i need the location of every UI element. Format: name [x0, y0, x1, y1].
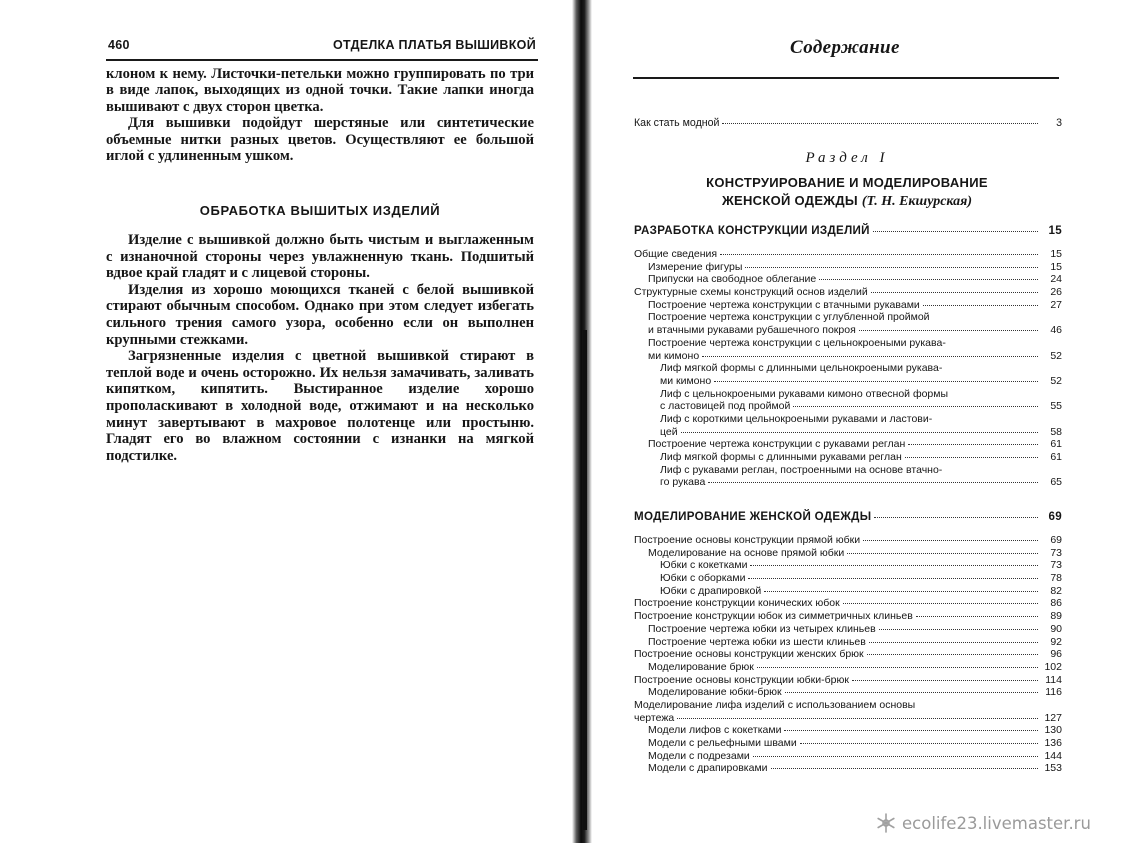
part-author: (Т. Н. Екшурская) — [861, 194, 973, 209]
section-label: Раздел I — [805, 150, 889, 166]
toc-entry — [634, 286, 1062, 299]
toc-entry-label: ми кимоно — [648, 349, 700, 362]
toc-entry-label: Построение чертежа конструкции с втачными рукавами — [648, 298, 920, 311]
toc-entry-label: Модели с подрезами — [648, 749, 750, 762]
toc-entry — [634, 400, 1062, 413]
dot-leader — [800, 741, 1038, 744]
toc-entry-page: 52 — [1050, 349, 1062, 362]
toc-entry — [634, 724, 1062, 737]
dot-leader — [859, 328, 1038, 331]
toc-heading-label: МОДЕЛИРОВАНИЕ ЖЕНСКОЙ ОДЕЖДЫ — [634, 510, 872, 523]
dot-leader — [757, 665, 1038, 668]
toc-entry — [634, 324, 1062, 337]
toc-entry — [634, 438, 1062, 451]
toc-entry-label: с ластовицей под проймой — [660, 400, 791, 413]
dot-leader — [753, 754, 1038, 757]
paragraph: Изделие с вышивкой должно быть чистым и выглаженным с изнаночной стороны через увлажненную ткань. Подшитый вдвое край гладят и с лицевой стороны. — [106, 232, 534, 282]
toc-entry-page: 3 — [1056, 117, 1062, 129]
toc-entry-label: Лиф с цельнокроеными рукавами кимоно отвесной формы — [660, 387, 949, 400]
dot-leader — [771, 766, 1038, 769]
toc-heading-1 — [634, 224, 1062, 238]
toc-entry — [634, 661, 1062, 674]
book-spine-streak — [583, 330, 587, 830]
toc-entry-label: Построение основы конструкции женских брюк — [634, 648, 864, 661]
toc-entry-page: 15 — [1050, 248, 1062, 260]
dot-leader — [867, 652, 1038, 655]
toc-entry — [634, 712, 1062, 725]
paragraph: Для вышивки подойдут шерстяные или синтетические объемные нитки разных цветов. Осуществляют ее большой иглой с удлиненным ушком. — [106, 115, 534, 165]
toc-entry-label: Измерение фигуры — [648, 260, 743, 273]
toc-entry — [634, 476, 1062, 489]
body-text-top — [106, 66, 534, 164]
toc-entry-page: 127 — [1044, 711, 1062, 724]
dot-leader — [863, 538, 1038, 541]
toc-entry-label: Модели лифов с кокетками — [648, 724, 782, 737]
dot-leader — [873, 229, 1038, 232]
toc-entry-page: 82 — [1050, 584, 1062, 597]
toc-entry-page: 86 — [1050, 597, 1062, 610]
toc-entry-label: го рукава — [660, 476, 706, 489]
toc-heading-label: РАЗРАБОТКА КОНСТРУКЦИИ ИЗДЕЛИЙ — [634, 224, 870, 237]
toc-entry-label: Построение конструкции конических юбок — [634, 597, 840, 610]
toc-entry — [634, 413, 1062, 426]
dot-leader — [852, 678, 1038, 681]
toc-entry — [634, 350, 1062, 363]
dot-leader — [714, 379, 1038, 382]
toc-entry-label: Модели с драпировками — [648, 762, 768, 775]
dot-leader — [871, 290, 1038, 293]
toc-entry-page: 58 — [1050, 425, 1062, 438]
dot-leader — [819, 277, 1038, 280]
toc-entry-label: Моделирование брюк — [648, 660, 754, 673]
running-title: ОТДЕЛКА ПЛАТЬЯ ВЫШИВКОЙ — [332, 38, 536, 52]
paragraph: Изделия из хорошо моющихся тканей с белой вышивкой стирают обычным способом. Однако при этом следует избегать сильного трения самого узора, особенно если он выполнен крупными стежками. — [106, 281, 534, 348]
toc-list-2 — [634, 534, 1062, 775]
dot-leader — [720, 252, 1038, 255]
toc-entry-label: Лиф мягкой формы с длинными цельнокроеными рукава- — [660, 362, 943, 375]
toc-entry-label: Построение чертежа конструкции с цельнокроеными рукава- — [648, 336, 946, 349]
toc-entry-label: Моделирование юбки-брюк — [648, 686, 782, 699]
toc-entry-page: 78 — [1050, 572, 1062, 585]
dot-leader — [722, 121, 1038, 124]
toc-entry — [634, 648, 1062, 661]
toc-entry — [634, 559, 1062, 572]
toc-entry-page: 90 — [1050, 622, 1062, 635]
toc-entry-label: Лиф с рукавами реглан, построенными на основе втачно- — [660, 463, 943, 476]
part-title — [633, 174, 1061, 211]
toc-entry-page: 24 — [1050, 273, 1062, 286]
toc-entry-label: Общие сведения — [634, 248, 718, 260]
toc-entry-page: 114 — [1045, 673, 1062, 686]
dot-leader — [785, 690, 1038, 693]
toc-entry — [634, 426, 1062, 439]
toc-entry-page: 73 — [1050, 559, 1062, 572]
toc-entry — [634, 762, 1062, 775]
dot-leader — [708, 480, 1038, 483]
toc-entry — [634, 699, 1062, 712]
toc-entry — [634, 362, 1062, 375]
toc-entry-page: 73 — [1050, 546, 1062, 559]
toc-entry-label: Юбки с оборками — [660, 572, 746, 585]
toc-intro-entry — [634, 117, 1062, 131]
snowflake-icon — [876, 813, 896, 833]
toc-list-1 — [634, 248, 1062, 489]
toc-entry-label: Построение основы конструкции юбки-брюк — [634, 673, 849, 686]
toc-entry-label: Лиф мягкой формы с длинными рукавами реглан — [660, 451, 902, 463]
toc-entry-page: 89 — [1050, 610, 1062, 623]
dot-leader — [905, 455, 1038, 458]
toc-entry — [634, 534, 1062, 547]
toc-entry-page: 26 — [1050, 286, 1062, 299]
dot-leader — [677, 716, 1038, 719]
toc-entry-label: Построение чертежа юбки из шести клиньев — [648, 635, 866, 648]
body-text-section — [106, 232, 534, 464]
section-heading: ОБРАБОТКА ВЫШИТЫХ ИЗДЕЛИЙ — [199, 203, 441, 218]
watermark-text: ecolife23.livemaster.ru — [902, 813, 1091, 833]
toc-entry-label: Юбки с кокетками — [660, 559, 748, 572]
contents-rule — [633, 77, 1059, 79]
dot-leader — [847, 551, 1038, 554]
part-title-line: КОНСТРУИРОВАНИЕ И МОДЕЛИРОВАНИЕ — [706, 175, 988, 190]
toc-entry-label: Структурные схемы конструкций основ изделий — [634, 286, 868, 299]
contents-title: Содержание — [790, 37, 900, 58]
toc-entry — [634, 337, 1062, 350]
toc-entry — [634, 572, 1062, 585]
toc-entry-page: 27 — [1050, 298, 1062, 311]
dot-leader — [750, 563, 1038, 566]
dot-leader — [793, 404, 1038, 407]
toc-entry-label: цей — [660, 425, 678, 438]
toc-entry — [634, 750, 1062, 763]
toc-entry-page: 130 — [1044, 724, 1062, 737]
toc-entry — [634, 273, 1062, 286]
toc-entry-label: Построение конструкции юбок из симметричных клиньев — [634, 610, 913, 623]
dot-leader — [748, 576, 1038, 579]
toc-entry-label: Модели с рельефными швами — [648, 737, 797, 749]
toc-entry-page: 102 — [1044, 660, 1062, 673]
toc-entry-page: 92 — [1050, 635, 1062, 648]
toc-entry-page: 144 — [1044, 749, 1062, 762]
toc-entry — [634, 261, 1062, 274]
toc-heading-page: 15 — [1048, 224, 1062, 237]
dot-leader — [745, 265, 1038, 268]
dot-leader — [923, 303, 1038, 306]
toc-entry-label: Построение чертежа конструкции с углубленной проймой — [648, 311, 930, 324]
toc-entry-label: Построение основы конструкции прямой юбки — [634, 534, 861, 546]
toc-entry — [634, 623, 1062, 636]
toc-entry-page: 116 — [1045, 686, 1062, 699]
toc-entry — [634, 585, 1062, 598]
part-title-line: ЖЕНСКОЙ ОДЕЖДЫ — [721, 193, 858, 208]
toc-entry-label: Припуски на свободное облегание — [648, 273, 817, 286]
toc-entry-label: Как стать модной — [634, 117, 720, 129]
dot-leader — [702, 354, 1038, 357]
toc-entry-page: 153 — [1044, 762, 1062, 775]
toc-entry-label: и втачными рукавами рубашечного покроя — [648, 324, 856, 337]
toc-entry-page: 61 — [1050, 438, 1062, 451]
running-head — [108, 38, 536, 58]
dot-leader — [764, 589, 1038, 592]
toc-entry — [634, 248, 1062, 261]
toc-entry — [634, 464, 1062, 477]
toc-entry-label: Построение чертежа конструкции с рукавами реглан — [648, 438, 906, 451]
toc-entry-label: Моделирование на основе прямой юбки — [648, 546, 845, 559]
dot-leader — [874, 515, 1038, 518]
dot-leader — [869, 640, 1038, 643]
dot-leader — [681, 430, 1038, 433]
toc-entry — [634, 610, 1062, 623]
paragraph: Загрязненные изделия с цветной вышивкой стирают в теплой воде и очень осторожно. Их нельзя замачивать, заливать кипятком, кипятить. Выстиранное изделие хорошо прополаскивают в холодной воде, отжимают и на несколько минут завертывают в махровое полотенце или простыню. Гладят его во влажном состоянии с изнанки на мягкой подстилке. — [106, 348, 534, 464]
toc-entry — [634, 547, 1062, 560]
toc-entry — [634, 737, 1062, 750]
toc-entry — [634, 311, 1062, 324]
header-rule — [106, 59, 538, 61]
toc-entry — [634, 686, 1062, 699]
toc-entry — [634, 636, 1062, 649]
toc-entry-label: чертежа — [634, 711, 675, 724]
dot-leader — [784, 728, 1038, 731]
toc-heading-page: 69 — [1048, 510, 1062, 523]
dot-leader — [908, 442, 1038, 445]
toc-entry — [634, 375, 1062, 388]
toc-entry-page: 61 — [1050, 451, 1062, 463]
dot-leader — [879, 627, 1038, 630]
toc-entry-label: Моделирование лифа изделий с использованием основы — [634, 698, 916, 711]
dot-leader — [843, 601, 1038, 604]
toc-entry-page: 52 — [1050, 374, 1062, 387]
toc-entry-label: Построение чертежа юбки из четырех клиньев — [648, 622, 876, 635]
paragraph: клоном к нему. Листочки-петельки можно группировать по три в виде лапок, выходящих из одной точки. Такие лапки иногда вышивают с двух сторон цветка. — [106, 66, 534, 115]
toc-entry-label: Юбки с драпировкой — [660, 584, 762, 597]
toc-entry — [634, 388, 1062, 401]
toc-entry-page: 15 — [1050, 260, 1062, 273]
page-number: 460 — [108, 38, 130, 52]
toc-entry-label: ми кимоно — [660, 374, 712, 387]
toc-entry — [634, 451, 1062, 464]
toc-entry-page: 55 — [1050, 400, 1062, 413]
toc-entry-page: 46 — [1050, 324, 1062, 337]
toc-entry — [634, 597, 1062, 610]
toc-entry-page: 96 — [1050, 648, 1062, 661]
toc-entry-page: 69 — [1050, 534, 1062, 546]
toc-entry — [634, 299, 1062, 312]
toc-heading-2 — [634, 510, 1062, 524]
toc-entry-page: 65 — [1050, 476, 1062, 489]
toc-entry — [634, 674, 1062, 687]
toc-entry-page: 136 — [1044, 737, 1062, 749]
dot-leader — [916, 614, 1038, 617]
watermark — [876, 813, 1091, 833]
toc-entry-label: Лиф с короткими цельнокроеными рукавами и ластови- — [660, 412, 933, 425]
